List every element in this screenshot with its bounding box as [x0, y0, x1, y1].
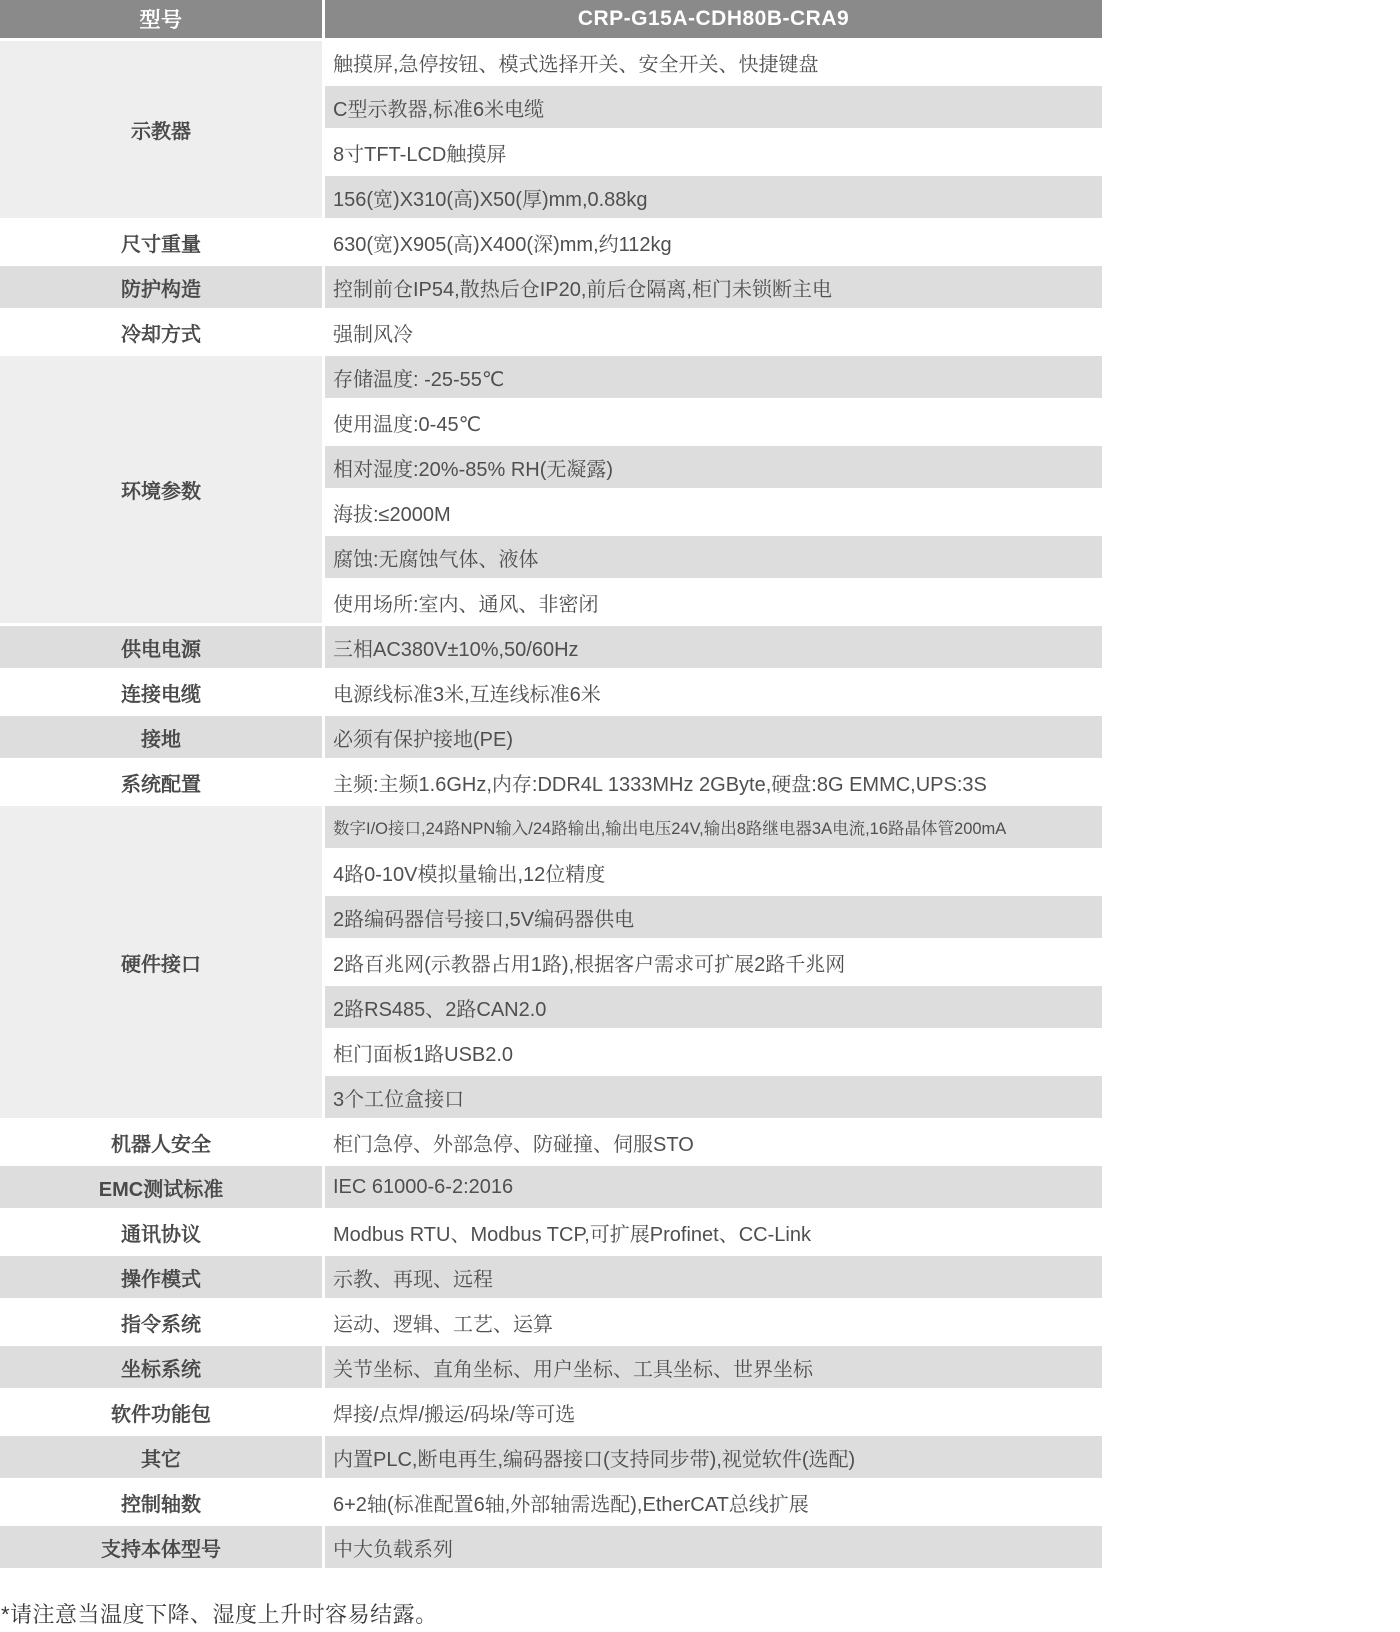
table-row [0, 1391, 1102, 1433]
model-header-value: CRP-G15A-CDH80B-CRA9 [322, 0, 1102, 38]
value-cell: 存储温度: -25-55℃ [322, 356, 1102, 398]
section-label-cell: 其它 [0, 1436, 322, 1478]
section-label-cell: 通讯协议 [0, 1211, 322, 1253]
section-label-cell: 机器人安全 [0, 1121, 322, 1163]
footnote: *请注意当温度下降、湿度上升时容易结露。 [1, 1602, 438, 1627]
value-cell: 电源线标准3米,互连线标准6米 [322, 671, 1102, 713]
section-label-cell: 系统配置 [0, 761, 322, 803]
section-label-cell: 接地 [0, 716, 322, 758]
value-cell: 相对湿度:20%-85% RH(无凝露) [322, 446, 1102, 488]
table-row [0, 221, 1102, 263]
value-cell: 触摸屏,急停按钮、模式选择开关、安全开关、快捷键盘 [322, 41, 1102, 83]
value-cell: 三相AC380V±10%,50/60Hz [322, 626, 1102, 668]
section-label-cell: 冷却方式 [0, 311, 322, 353]
model-header-label: 型号 [0, 0, 322, 38]
value-cell: 关节坐标、直角坐标、用户坐标、工具坐标、世界坐标 [322, 1346, 1102, 1388]
table-row [0, 1211, 1102, 1253]
value-cell: 示教、再现、远程 [322, 1256, 1102, 1298]
value-cell: 4路0-10V模拟量输出,12位精度 [322, 851, 1102, 893]
value-cell: 6+2轴(标准配置6轴,外部轴需选配),EtherCAT总线扩展 [322, 1481, 1102, 1523]
section-label-cell: 示教器 [0, 41, 322, 218]
section-label-cell: 硬件接口 [0, 806, 322, 1118]
value-cell: 630(宽)X905(高)X400(深)mm,约112kg [322, 221, 1102, 263]
table-row [0, 1481, 1102, 1523]
value-cell: 3个工位盒接口 [322, 1076, 1102, 1118]
section-label-cell: 支持本体型号 [0, 1526, 322, 1568]
value-cell: 使用场所:室内、通风、非密闭 [322, 581, 1102, 623]
value-cell: 主频:主频1.6GHz,内存:DDR4L 1333MHz 2GByte,硬盘:8G EMMC,UPS:3S [322, 761, 1102, 803]
section-label-cell: 指令系统 [0, 1301, 322, 1343]
value-cell: 156(宽)X310(高)X50(厚)mm,0.88kg [322, 176, 1102, 218]
value-cell: 柜门急停、外部急停、防碰撞、伺服STO [322, 1121, 1102, 1163]
value-cell: 焊接/点焊/搬运/码垛/等可选 [322, 1391, 1102, 1433]
section-label-cell: 坐标系统 [0, 1346, 322, 1388]
table-row [0, 1526, 1102, 1568]
value-cell: 内置PLC,断电再生,编码器接口(支持同步带),视觉软件(选配) [322, 1436, 1102, 1478]
table-row [0, 1301, 1102, 1343]
table-row [0, 626, 1102, 668]
value-cell: C型示教器,标准6米电缆 [322, 86, 1102, 128]
section-label-cell: 连接电缆 [0, 671, 322, 713]
value-cell: 8寸TFT-LCD触摸屏 [322, 131, 1102, 173]
table-row [0, 1121, 1102, 1163]
section-label-cell: 操作模式 [0, 1256, 322, 1298]
table-row [0, 1436, 1102, 1478]
section-label-cell: 防护构造 [0, 266, 322, 308]
table-row [0, 1346, 1102, 1388]
value-cell: 2路编码器信号接口,5V编码器供电 [322, 896, 1102, 938]
value-cell: Modbus RTU、Modbus TCP,可扩展Profinet、CC-Link [322, 1211, 1102, 1253]
value-cell: 腐蚀:无腐蚀气体、液体 [322, 536, 1102, 578]
table-row [0, 716, 1102, 758]
section-label-cell: EMC测试标准 [0, 1166, 322, 1208]
table-row [0, 266, 1102, 308]
value-cell: 必须有保护接地(PE) [322, 716, 1102, 758]
section-label-cell: 控制轴数 [0, 1481, 322, 1523]
value-cell: 数字I/O接口,24路NPN输入/24路输出,输出电压24V,输出8路继电器3A电流,16路晶体管200mA [322, 806, 1102, 848]
table-row [0, 356, 1102, 398]
table-row [0, 1166, 1102, 1208]
table-row [0, 671, 1102, 713]
section-label-cell: 软件功能包 [0, 1391, 322, 1433]
value-cell: IEC 61000-6-2:2016 [322, 1166, 1102, 1208]
value-cell: 2路RS485、2路CAN2.0 [322, 986, 1102, 1028]
section-label-cell: 尺寸重量 [0, 221, 322, 263]
value-cell: 控制前仓IP54,散热后仓IP20,前后仓隔离,柜门未锁断主电 [322, 266, 1102, 308]
section-label-cell: 供电电源 [0, 626, 322, 668]
table-row [0, 41, 1102, 83]
table-row [0, 806, 1102, 848]
header-row [0, 0, 1102, 38]
value-cell: 海拔:≤2000M [322, 491, 1102, 533]
value-cell: 运动、逻辑、工艺、运算 [322, 1301, 1102, 1343]
value-cell: 中大负载系列 [322, 1526, 1102, 1568]
value-cell: 2路百兆网(示教器占用1路),根据客户需求可扩展2路千兆网 [322, 941, 1102, 983]
value-cell: 柜门面板1路USB2.0 [322, 1031, 1102, 1073]
table-row [0, 1256, 1102, 1298]
value-cell: 使用温度:0-45℃ [322, 401, 1102, 443]
value-cell: 强制风冷 [322, 311, 1102, 353]
table-row [0, 311, 1102, 353]
table-row [0, 761, 1102, 803]
section-label-cell: 环境参数 [0, 356, 322, 623]
